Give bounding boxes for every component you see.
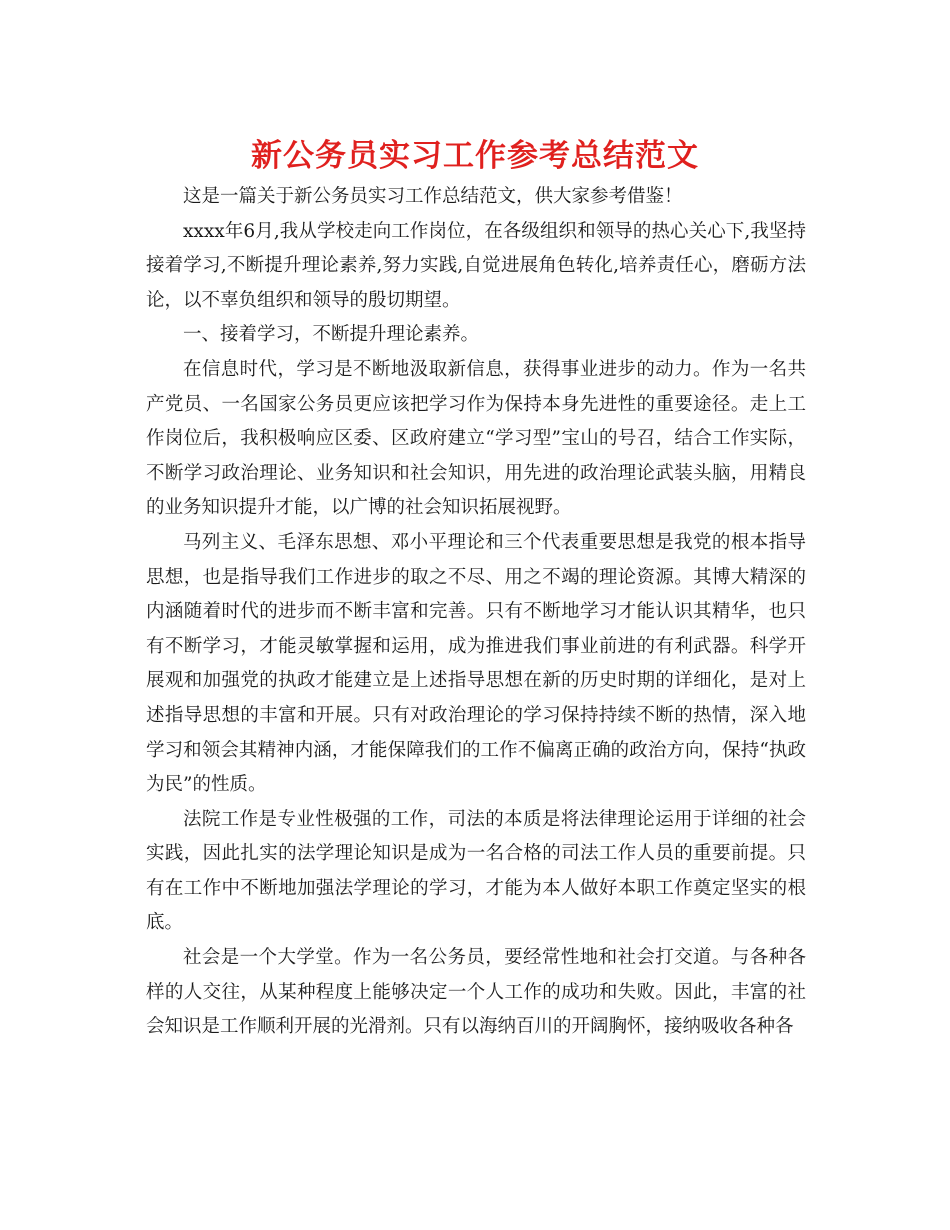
- paragraph-society: 社会是一个大学堂。作为一名公务员，要经常性地和社会打交道。与各种各样的人交往，从某种程度上能够决定一个人工作的成功和失败。因此，丰富的社会知识是工作顺利开展的光滑剂。只有以海纳百川的开阔胸怀，接纳吸收各种各: [146, 947, 806, 1038]
- paragraph-court-work: 法院工作是专业性极强的工作，司法的本质是将法律理论运用于详细的社会实践，因此扎实的法学理论知识是成为一名合格的司法工作人员的重要前提。只有在工作中不断地加强法学理论的学习，才能为本人做好本职工作奠定坚实的根底。: [146, 808, 806, 934]
- paragraph-start-work: xxxx年6月,我从学校走向工作岗位，在各级组织和领导的热心关心下,我坚持接着学习,不断提升理论素养,努力实践,自觉进展角色转化,培养责任心，磨砺方法论，以不辜负组织和领导的殷切期望。: [146, 220, 806, 311]
- document-body: [146, 180, 806, 1045]
- paragraph-guiding-theory: 马列主义、毛泽东思想、邓小平理论和三个代表重要思想是我党的根本指导思想，也是指导我们工作进步的取之不尽、用之不竭的理论资源。其博大精深的内涵随着时代的进步而不断丰富和完善。只有不断地学习才能认识其精华，也只有不断学习，才能灵敏掌握和运用，成为推进我们事业前进的有利武器。科学开展观和加强党的执政才能建立是上述指导思想在新的历史时期的详细化，是对上述指导思想的丰富和开展。只有对政治理论的学习保持持续不断的热情，深入地学习和领会其精神内涵，才能保障我们的工作不偏离正确的政治方向，保持“执政为民”的性质。: [146, 531, 806, 796]
- paragraph-intro: 这是一篇关于新公务员实习工作总结范文，供大家参考借鉴！: [183, 186, 683, 207]
- document-title: 新公务员实习工作参考总结范文: [251, 138, 699, 174]
- paragraph-information-age: 在信息时代，学习是不断地汲取新信息，获得事业进步的动力。作为一名共产党员、一名国家公务员更应该把学习作为保持本身先进性的重要途径。走上工作岗位后，我积极响应区委、区政府建立“学习型”宝山的号召，结合工作实际，不断学习政治理论、业务知识和社会知识，用先进的政治理论武装头脑，用精良的业务知识提升才能，以广博的社会知识拓展视野。: [146, 358, 806, 519]
- section-heading-1: 一、接着学习，不断提升理论素养。: [183, 324, 480, 346]
